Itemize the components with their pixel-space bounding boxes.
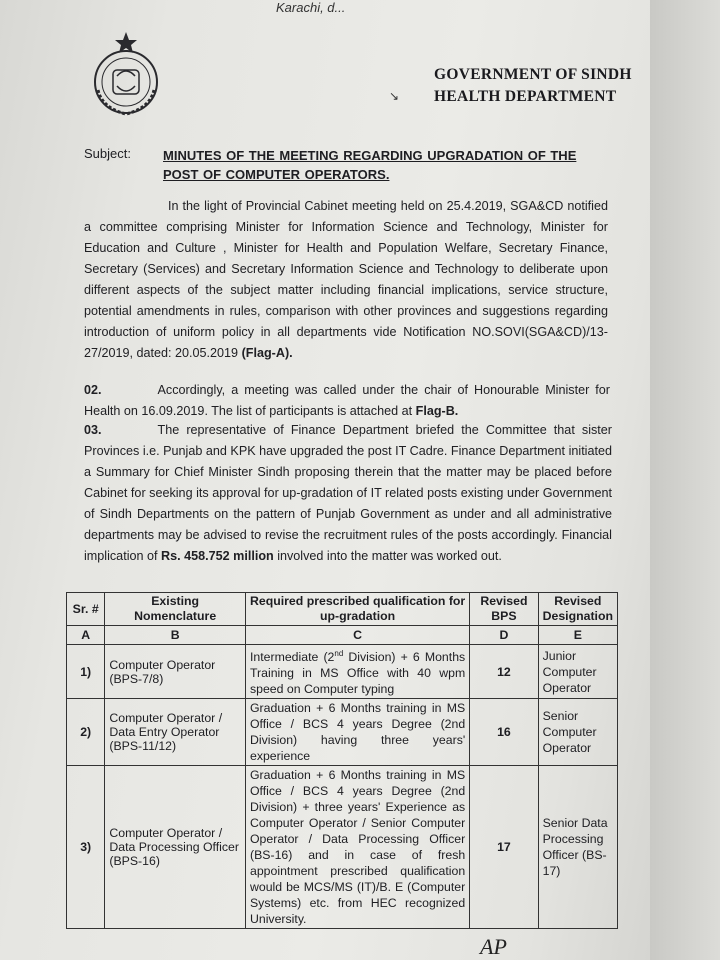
department-heading (434, 64, 632, 108)
financial-amount: Rs. 458.752 million (161, 549, 274, 563)
row-2-qualification: Graduation + 6 Months training in MS Office / BCS 4 years Degree (2nd Division) having three years' experience (245, 699, 469, 766)
paragraph-2-number: 02. (84, 383, 102, 397)
letter-a: A (67, 626, 105, 645)
govt-line-2: HEALTH DEPARTMENT (434, 88, 617, 105)
row-1-qualification-a: Intermediate (2 (249, 650, 335, 665)
subject-label: Subject: (84, 146, 131, 161)
table-row (67, 766, 618, 929)
table-header-row (67, 593, 618, 626)
letter-b: B (105, 626, 246, 645)
letter-d: D (470, 626, 538, 645)
row-1-qualification (245, 645, 469, 699)
row-3-qualification: Graduation + 6 Months training in MS Office / BCS 4 years Degree (2nd Division) + three years' Experience as Computer Operator / Senior Computer Operator / Data Processing Officer (BS-16) and in case of fresh appointment prescribed qualification would be MCS/MS (IT)/B. E (Computer Systems) etc. from HEC recognized University. (245, 766, 469, 929)
header-sr: Sr. # (67, 593, 105, 626)
upgradation-table (66, 592, 618, 929)
row-2-existing: Computer Operator / Data Entry Operator (BPS-11/12) (105, 699, 246, 766)
row-1-bps: 12 (470, 645, 538, 699)
paragraph-2-text: Accordingly, a meeting was called under the chair of Honourable Minister for Health on 16.09.2019. The list of participants is attached at (84, 383, 610, 418)
row-2-sr: 2) (67, 699, 105, 766)
header-qualification: Required prescribed qualification for up-gradation (245, 593, 469, 626)
flag-a: (Flag-A). (241, 346, 293, 360)
header-bps: Revised BPS (470, 593, 538, 626)
table-row (67, 699, 618, 766)
government-seal-icon (88, 30, 164, 118)
paragraph-2 (84, 380, 610, 422)
row-1-existing: Computer Operator (BPS-7/8) (105, 645, 246, 699)
table-row (67, 645, 618, 699)
handwritten-mark: ↘ (389, 89, 400, 103)
paragraph-3-text: The representative of Finance Department briefed the Committee that sister Provinces i.e. Punjab and KPK have upgraded the post IT Cadre. Finance Department initiated a Summary for Chief Minister Sindh proposing therein that the matter may be placed before Cabinet for seeking its approval for up-gradation of IT related posts existing under Government of Sindh Departments on the pattern of Punjab Government as under and all administrative departments may be advised to revise the recruitment rules of the posts accordingly. Financial implication of (84, 423, 612, 563)
subject-text: MINUTES OF THE MEETING REGARDING UPGRADATION OF THE POST OF COMPUTER OPERATORS. (163, 148, 577, 182)
header-existing: Existing Nomenclature (105, 593, 246, 626)
flag-b: Flag-B. (415, 404, 459, 418)
row-1-sr: 1) (67, 645, 105, 699)
paragraph-1-text: In the light of Provincial Cabinet meeting held on 25.4.2019, SGA&CD notified a committee comprising Minister for Information Science and Technology, Minister for Education and Culture , Minister for Health and Population Welfare, Secretary Finance, Secretary (Services) and Secretary Information Science and Technology to deliberate upon different aspects of the subject matter including financial implications, service structure, potential amendments in rules, comparison with other provinces and suggestions regarding introduction of uniform policy in all departments vide Notification NO.SOVI(SGA&CD)/13-27/2019, dated: 20.05.2019 (84, 199, 608, 360)
row-3-bps: 17 (470, 766, 538, 929)
row-1-designation: Junior Computer Operator (538, 645, 617, 699)
row-3-sr: 3) (67, 766, 105, 929)
govt-line-1: GOVERNMENT OF SINDH (434, 66, 632, 83)
row-3-existing: Computer Operator / Data Processing Officer (BPS-16) (105, 766, 246, 929)
letter-c: C (245, 626, 469, 645)
table-letter-row (67, 626, 618, 645)
header-designation: Revised Designation (538, 593, 617, 626)
handwritten-initials: AP (480, 934, 507, 959)
letter-e: E (538, 626, 617, 645)
row-1-qualification-sup: nd (334, 649, 344, 658)
paragraph-3 (84, 420, 612, 567)
paragraph-3-number: 03. (84, 423, 102, 437)
paragraph-3-text-end: involved into the matter was worked out. (277, 549, 502, 563)
row-3-designation: Senior Data Processing Officer (BS-17) (538, 766, 617, 929)
top-note: Karachi, d... (276, 0, 346, 15)
underlying-page (650, 0, 720, 960)
row-2-designation: Senior Computer Operator (538, 699, 617, 766)
row-1-qualification-b: Division) + 6 Months Training in MS Office with 40 wpm speed on Computer typing (249, 650, 466, 697)
paragraph-1 (84, 196, 608, 364)
row-2-bps: 16 (470, 699, 538, 766)
